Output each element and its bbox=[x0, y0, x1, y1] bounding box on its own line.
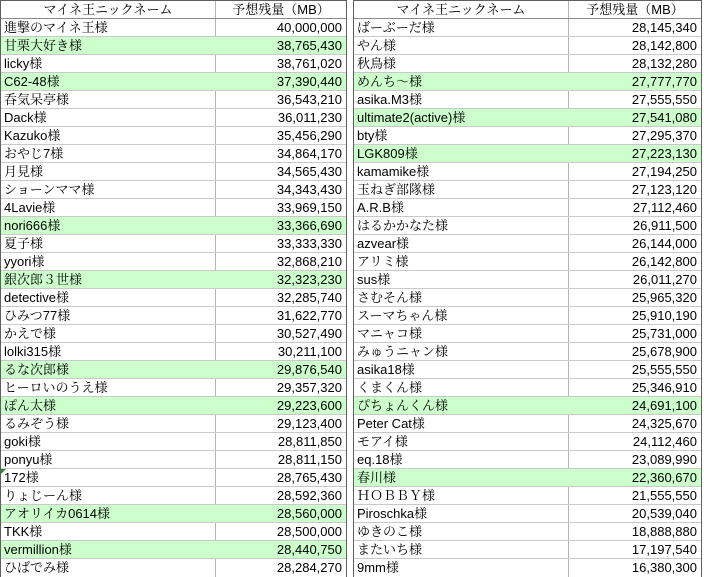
table-row bbox=[1, 289, 346, 307]
nickname-cell[interactable]: licky様 bbox=[1, 55, 216, 72]
remaining-cell[interactable]: 38,761,020 bbox=[276, 56, 342, 71]
nickname-cell[interactable]: 4Lavie様 bbox=[1, 199, 216, 216]
table-row bbox=[354, 487, 701, 505]
nickname-cell[interactable]: 甘栗大好き様 bbox=[1, 37, 216, 54]
remaining-cell[interactable]: 28,765,430 bbox=[276, 470, 342, 485]
nickname-cell[interactable]: eq.18様 bbox=[354, 451, 569, 468]
table-row bbox=[354, 181, 701, 199]
table-row bbox=[354, 361, 701, 379]
table-row bbox=[354, 469, 701, 487]
nickname-cell[interactable]: nori666様 bbox=[1, 217, 216, 234]
remaining-cell[interactable]: 28,440,750 bbox=[276, 542, 342, 557]
nickname-header-cell[interactable]: マイネ王ニックネーム bbox=[354, 1, 569, 18]
left-table bbox=[0, 0, 347, 577]
nickname-cell[interactable]: やん様 bbox=[354, 37, 569, 54]
remaining-cell[interactable]: 31,622,770 bbox=[276, 308, 342, 323]
nickname-cell[interactable]: bty様 bbox=[354, 127, 569, 144]
remaining-cell[interactable]: 16,380,300 bbox=[631, 560, 697, 575]
remaining-cell[interactable]: 29,357,320 bbox=[276, 380, 342, 395]
nickname-cell[interactable]: ＨＯＢＢＹ様 bbox=[354, 487, 569, 504]
remaining-cell[interactable]: 33,969,150 bbox=[276, 200, 342, 215]
remaining-cell[interactable]: 27,194,250 bbox=[631, 164, 697, 179]
left-table-header-row bbox=[1, 1, 346, 19]
table-row bbox=[354, 91, 701, 109]
table-row bbox=[354, 253, 701, 271]
table-row bbox=[354, 163, 701, 181]
remaining-cell[interactable]: 25,965,320 bbox=[631, 290, 697, 305]
nickname-cell[interactable]: lolki315様 bbox=[1, 343, 216, 360]
table-row bbox=[1, 559, 346, 577]
nickname-cell[interactable]: おやじ7様 bbox=[1, 145, 216, 162]
table-row bbox=[1, 73, 346, 91]
remaining-cell[interactable]: 27,295,370 bbox=[631, 128, 697, 143]
table-row bbox=[1, 199, 346, 217]
table-row bbox=[354, 307, 701, 325]
table-row bbox=[1, 55, 346, 73]
nickname-cell[interactable]: ばーぶーだ様 bbox=[354, 19, 569, 36]
nickname-cell[interactable]: yyori様 bbox=[1, 253, 216, 270]
remaining-cell[interactable]: 25,346,910 bbox=[631, 380, 697, 395]
remaining-cell[interactable]: 29,123,400 bbox=[276, 416, 342, 431]
remaining-cell[interactable]: 22,360,670 bbox=[631, 470, 697, 485]
table-row bbox=[354, 217, 701, 235]
nickname-cell[interactable]: asika18様 bbox=[354, 361, 569, 378]
table-row bbox=[354, 19, 701, 37]
table-row bbox=[354, 343, 701, 361]
nickname-cell[interactable]: sus様 bbox=[354, 271, 569, 288]
table-row bbox=[354, 505, 701, 523]
remaining-cell[interactable]: 30,211,100 bbox=[277, 344, 342, 359]
table-row bbox=[1, 487, 346, 505]
nickname-cell[interactable]: ヒーロいのうえ様 bbox=[1, 379, 216, 396]
remaining-cell[interactable]: 28,811,150 bbox=[277, 452, 342, 467]
remaining-cell[interactable]: 28,560,000 bbox=[276, 506, 342, 521]
nickname-cell[interactable]: 進撃のマイネ王様 bbox=[1, 19, 216, 36]
nickname-cell[interactable]: kamamike様 bbox=[354, 163, 569, 180]
table-row bbox=[1, 235, 346, 253]
right-table-rows bbox=[354, 19, 701, 577]
table-row bbox=[1, 271, 346, 289]
nickname-cell[interactable]: アオリイカ0614様 bbox=[1, 505, 216, 522]
right-table-header-row bbox=[354, 1, 701, 19]
table-row bbox=[354, 541, 701, 559]
nickname-cell[interactable]: 銀次郎３世様 bbox=[1, 271, 216, 288]
nickname-cell[interactable]: detective様 bbox=[1, 289, 216, 306]
remaining-cell[interactable]: 28,145,340 bbox=[631, 20, 697, 35]
remaining-cell[interactable]: 34,343,430 bbox=[276, 182, 342, 197]
remaining-cell[interactable]: 21,555,550 bbox=[631, 488, 697, 503]
remaining-cell[interactable]: 28,284,270 bbox=[276, 560, 342, 575]
nickname-cell[interactable]: 呑気呆亭様 bbox=[1, 91, 216, 108]
remaining-cell[interactable]: 26,011,270 bbox=[632, 272, 697, 287]
nickname-cell[interactable]: またいち様 bbox=[354, 541, 569, 558]
remaining-cell[interactable]: 28,811,850 bbox=[277, 434, 342, 449]
remaining-cell[interactable]: 28,142,800 bbox=[631, 38, 697, 53]
remaining-cell[interactable]: 25,910,190 bbox=[631, 308, 697, 323]
table-row bbox=[1, 343, 346, 361]
remaining-cell[interactable]: 28,500,000 bbox=[276, 524, 342, 539]
remaining-header-cell[interactable]: 予想残量（MB） bbox=[586, 2, 684, 17]
table-row bbox=[1, 19, 346, 37]
remaining-cell[interactable]: 27,777,770 bbox=[631, 74, 697, 89]
nickname-cell[interactable]: Dack様 bbox=[1, 109, 216, 126]
nickname-cell[interactable]: くまくん様 bbox=[354, 379, 569, 396]
table-row bbox=[1, 217, 346, 235]
right-table bbox=[353, 0, 702, 577]
remaining-cell[interactable]: 18,888,880 bbox=[631, 524, 697, 539]
remaining-cell[interactable]: 26,142,800 bbox=[631, 254, 697, 269]
table-row bbox=[1, 109, 346, 127]
table-row bbox=[1, 505, 346, 523]
nickname-cell[interactable]: 春川様 bbox=[354, 469, 569, 486]
nickname-cell[interactable]: スーマちゃん様 bbox=[354, 307, 569, 324]
remaining-cell[interactable]: 23,089,990 bbox=[631, 452, 697, 467]
error-indicator-triangle bbox=[1, 469, 6, 474]
table-row bbox=[1, 541, 346, 559]
nickname-cell[interactable]: Kazuko様 bbox=[1, 127, 216, 144]
remaining-cell[interactable]: 29,876,540 bbox=[276, 362, 342, 377]
nickname-cell[interactable]: Piroschka様 bbox=[354, 505, 569, 522]
nickname-cell[interactable]: LGK809様 bbox=[354, 145, 569, 162]
table-row bbox=[354, 397, 701, 415]
nickname-cell[interactable]: ショーンママ様 bbox=[1, 181, 216, 198]
remaining-cell[interactable]: 29,223,600 bbox=[276, 398, 342, 413]
table-row bbox=[1, 127, 346, 145]
table-row bbox=[1, 307, 346, 325]
table-row bbox=[1, 253, 346, 271]
table-row bbox=[1, 523, 346, 541]
nickname-cell[interactable]: 夏子様 bbox=[1, 235, 216, 252]
remaining-cell[interactable]: 33,366,690 bbox=[276, 218, 342, 233]
remaining-cell[interactable]: 26,911,500 bbox=[632, 218, 697, 233]
nickname-cell[interactable]: ultimate2(active)様 bbox=[354, 109, 569, 126]
remaining-cell[interactable]: 24,112,460 bbox=[632, 434, 697, 449]
nickname-cell[interactable]: TKK様 bbox=[1, 523, 216, 540]
remaining-cell[interactable]: 34,864,170 bbox=[276, 146, 342, 161]
table-row bbox=[354, 559, 701, 577]
table-row bbox=[1, 361, 346, 379]
nickname-cell[interactable]: ponyu様 bbox=[1, 451, 216, 468]
nickname-cell[interactable]: モアイ様 bbox=[354, 433, 569, 450]
table-row bbox=[354, 73, 701, 91]
nickname-cell[interactable]: みゅうニャン様 bbox=[354, 343, 569, 360]
nickname-cell[interactable]: マニャコ様 bbox=[354, 325, 569, 342]
nickname-cell[interactable]: ぴちょんくん様 bbox=[354, 397, 569, 414]
remaining-cell[interactable]: 27,541,080 bbox=[631, 110, 697, 125]
remaining-cell[interactable]: 17,197,540 bbox=[631, 542, 697, 557]
nickname-cell[interactable]: vermillion様 bbox=[1, 541, 216, 558]
nickname-cell[interactable]: はるかかなた様 bbox=[354, 217, 569, 234]
nickname-cell[interactable]: azvear様 bbox=[354, 235, 569, 252]
nickname-cell[interactable]: ぽん太様 bbox=[1, 397, 216, 414]
remaining-cell[interactable]: 20,539,040 bbox=[631, 506, 697, 521]
table-row bbox=[1, 91, 346, 109]
remaining-cell[interactable]: 28,132,280 bbox=[631, 56, 697, 71]
table-row bbox=[354, 271, 701, 289]
remaining-cell[interactable]: 32,285,740 bbox=[276, 290, 342, 305]
table-row bbox=[1, 469, 346, 487]
table-row bbox=[354, 433, 701, 451]
table-row bbox=[1, 379, 346, 397]
nickname-cell[interactable]: りょじーん様 bbox=[1, 487, 216, 504]
remaining-cell[interactable]: 25,731,000 bbox=[631, 326, 697, 341]
nickname-cell[interactable]: アリミ様 bbox=[354, 253, 569, 270]
remaining-cell[interactable]: 27,223,130 bbox=[631, 146, 697, 161]
table-row bbox=[354, 199, 701, 217]
table-row bbox=[354, 145, 701, 163]
table-row bbox=[354, 55, 701, 73]
remaining-cell[interactable]: 25,555,550 bbox=[631, 362, 697, 377]
table-row bbox=[354, 109, 701, 127]
remaining-header-cell[interactable]: 予想残量（MB） bbox=[232, 2, 330, 17]
nickname-header-cell[interactable]: マイネ王ニックネーム bbox=[1, 1, 216, 18]
table-row bbox=[354, 235, 701, 253]
remaining-cell[interactable]: 32,323,230 bbox=[276, 272, 342, 287]
remaining-cell[interactable]: 40,000,000 bbox=[276, 20, 342, 35]
remaining-cell[interactable]: 27,555,550 bbox=[631, 92, 697, 107]
nickname-cell[interactable]: Peter Cat様 bbox=[354, 415, 569, 432]
table-row bbox=[354, 379, 701, 397]
remaining-cell[interactable]: 38,765,430 bbox=[276, 38, 342, 53]
nickname-cell[interactable]: goki様 bbox=[1, 433, 216, 450]
nickname-cell[interactable]: るみぞう様 bbox=[1, 415, 216, 432]
nickname-cell[interactable]: 玉ねぎ部隊様 bbox=[354, 181, 569, 198]
table-row bbox=[1, 163, 346, 181]
nickname-cell[interactable]: 月見様 bbox=[1, 163, 216, 180]
remaining-cell[interactable]: 33,333,330 bbox=[276, 236, 342, 251]
nickname-cell[interactable]: C62-48様 bbox=[1, 73, 216, 90]
nickname-cell[interactable]: かえで様 bbox=[1, 325, 216, 342]
table-row bbox=[1, 325, 346, 343]
remaining-cell[interactable]: 26,144,000 bbox=[631, 236, 697, 251]
remaining-cell[interactable]: 36,543,210 bbox=[276, 92, 342, 107]
remaining-cell[interactable]: 27,112,460 bbox=[632, 200, 697, 215]
left-table-rows bbox=[1, 19, 346, 577]
table-row bbox=[1, 433, 346, 451]
nickname-cell[interactable]: A.R.B様 bbox=[354, 199, 569, 216]
table-row bbox=[354, 451, 701, 469]
remaining-cell[interactable]: 32,868,210 bbox=[276, 254, 342, 269]
nickname-cell[interactable]: ひばでみ様 bbox=[1, 559, 216, 577]
table-row bbox=[354, 325, 701, 343]
nickname-cell[interactable]: さむそん様 bbox=[354, 289, 569, 306]
remaining-cell[interactable]: 36,011,230 bbox=[277, 110, 342, 125]
table-row bbox=[1, 397, 346, 415]
table-row bbox=[1, 415, 346, 433]
nickname-cell[interactable]: 9mm様 bbox=[354, 559, 569, 577]
nickname-cell[interactable]: asika.M3様 bbox=[354, 91, 569, 108]
remaining-cell[interactable]: 34,565,430 bbox=[276, 164, 342, 179]
table-row bbox=[354, 523, 701, 541]
nickname-cell[interactable]: 秋鳥様 bbox=[354, 55, 569, 72]
remaining-cell[interactable]: 28,592,360 bbox=[276, 488, 342, 503]
remaining-cell[interactable]: 35,456,290 bbox=[276, 128, 342, 143]
remaining-cell[interactable]: 37,390,440 bbox=[276, 74, 342, 89]
table-row bbox=[1, 451, 346, 469]
table-row bbox=[1, 145, 346, 163]
table-row bbox=[354, 289, 701, 307]
table-row bbox=[1, 37, 346, 55]
table-row bbox=[354, 37, 701, 55]
remaining-cell[interactable]: 27,123,120 bbox=[631, 182, 697, 197]
remaining-cell[interactable]: 30,527,490 bbox=[276, 326, 342, 341]
remaining-cell[interactable]: 25,678,900 bbox=[631, 344, 697, 359]
nickname-cell[interactable]: めんち～様 bbox=[354, 73, 569, 90]
remaining-cell[interactable]: 24,325,670 bbox=[631, 416, 697, 431]
remaining-cell[interactable]: 24,691,100 bbox=[631, 398, 697, 413]
table-row bbox=[1, 181, 346, 199]
table-row bbox=[354, 127, 701, 145]
table-row bbox=[354, 415, 701, 433]
nickname-cell[interactable]: 172様 bbox=[1, 469, 216, 486]
nickname-cell[interactable]: るな次郎様 bbox=[1, 361, 216, 378]
nickname-cell[interactable]: ひみつ77様 bbox=[1, 307, 216, 324]
nickname-cell[interactable]: ゆきのこ様 bbox=[354, 523, 569, 540]
